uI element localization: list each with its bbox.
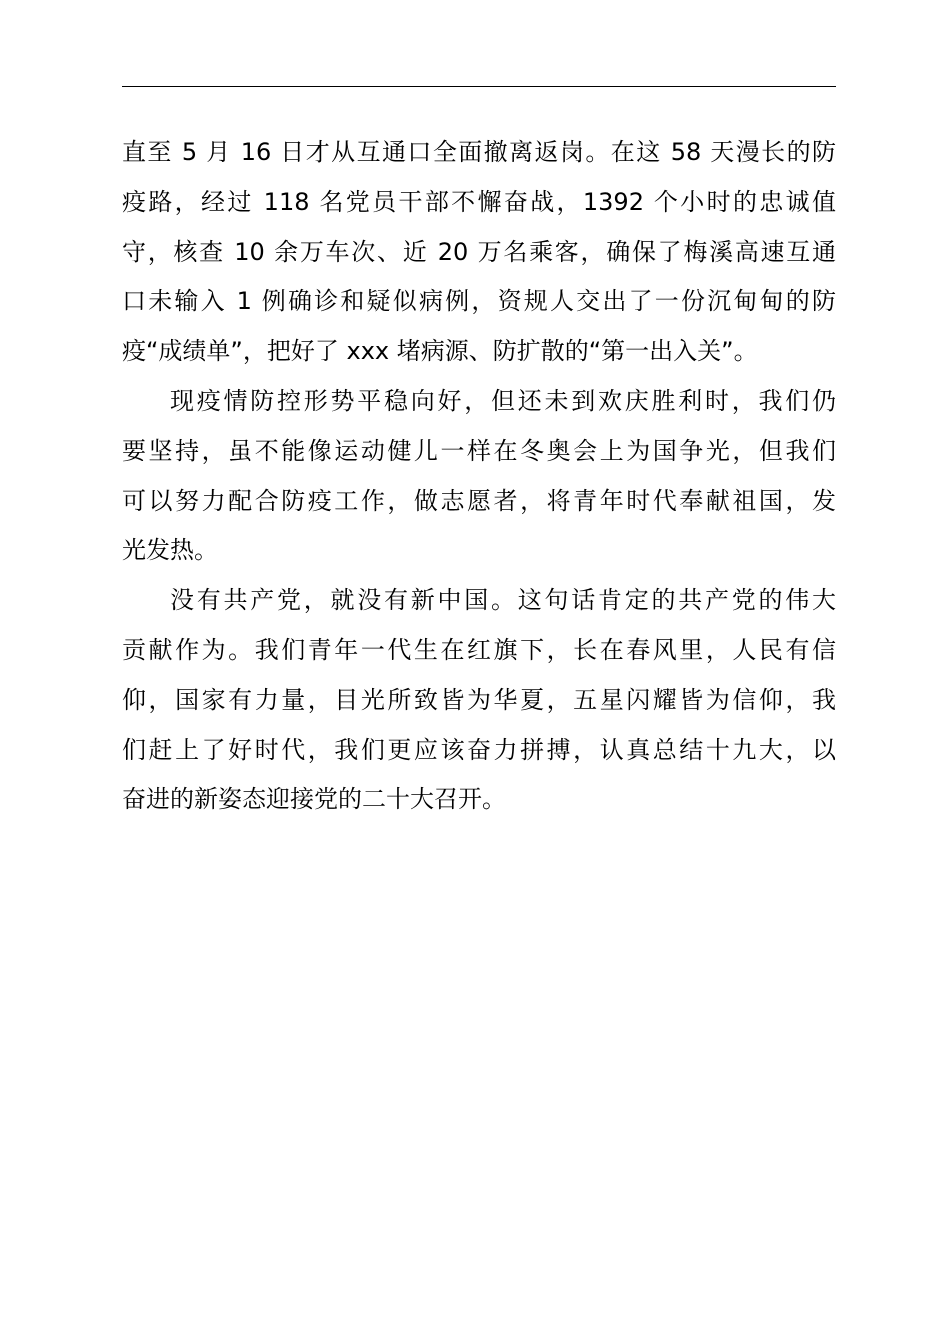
text-line: 守，核查 10 余万车次、近 20 万名乘客，确保了梅溪高速互通 xyxy=(122,237,836,266)
text-line: 没有共产党，就没有新中国。这句话肯定的共产党的伟大 xyxy=(170,586,836,615)
text-line: 可以努力配合防疫工作，做志愿者，将青年时代奉献祖国，发 xyxy=(122,486,836,515)
text-line: 仰，国家有力量，目光所致皆为华夏，五星闪耀皆为信仰，我 xyxy=(122,685,836,714)
document-body xyxy=(122,128,836,825)
text-line: 奋进的新姿态迎接党的二十大召开。 xyxy=(122,785,506,814)
paragraph-3 xyxy=(122,576,836,825)
text-line: 们赶上了好时代，我们更应该奋力拼搏，认真总结十九大，以 xyxy=(122,735,836,764)
header-rule xyxy=(122,86,836,87)
paragraph-1 xyxy=(122,128,836,377)
text-line: 疫路，经过 118 名党员干部不懈奋战，1392 个小时的忠诚值 xyxy=(122,187,836,216)
text-line: 光发热。 xyxy=(122,536,218,565)
text-line: 直至 5 月 16 日才从互通口全面撤离返岗。在这 58 天漫长的防 xyxy=(122,138,836,166)
text-line: 要坚持，虽不能像运动健儿一样在冬奥会上为国争光，但我们 xyxy=(122,436,836,465)
paragraph-2 xyxy=(122,377,836,576)
text-line: 疫“成绩单”，把好了 xxx 堵病源、防扩散的“第一出入关”。 xyxy=(122,337,758,366)
text-line: 现疫情防控形势平稳向好，但还未到欢庆胜利时，我们仍 xyxy=(170,386,836,415)
text-line: 口未输入 1 例确诊和疑似病例，资规人交出了一份沉甸甸的防 xyxy=(122,287,836,316)
text-line: 贡献作为。我们青年一代生在红旗下，长在春风里，人民有信 xyxy=(122,635,836,664)
